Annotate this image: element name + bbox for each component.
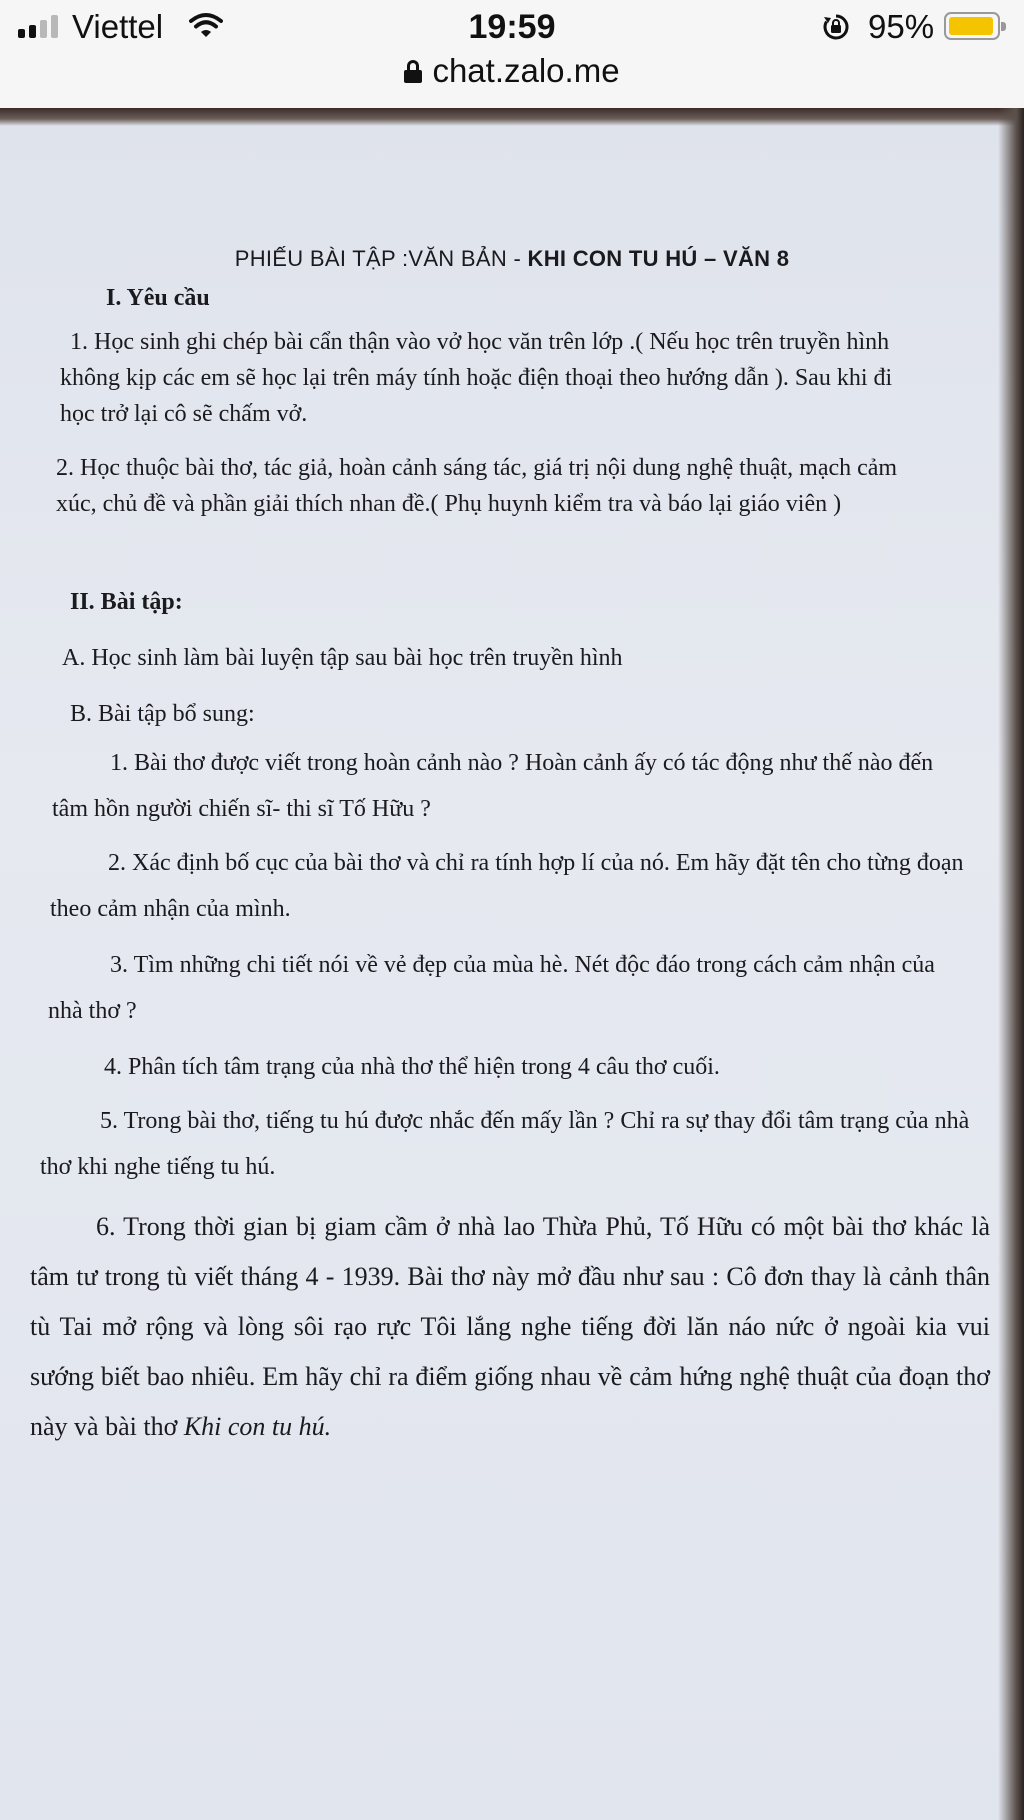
lock-icon	[404, 63, 422, 83]
part-b: B. Bài tập bổ sung:	[70, 701, 255, 727]
question-3: 3. Tìm những chi tiết nói về vẻ đẹp của mùa hè. Nét độc đáo trong cách cảm nhận của nhà thơ ?	[48, 952, 935, 1024]
url-text: chat.zalo.me	[432, 52, 620, 89]
question-2: 2. Xác định bố cục của bài thơ và chỉ ra tính hợp lí của nó. Em hãy đặt tên cho từng đoạn theo cảm nhận của mình.	[50, 850, 964, 922]
battery-percentage: 95%	[868, 8, 935, 45]
status-bar	[0, 0, 1024, 108]
question-1: 1. Bài thơ được viết trong hoàn cảnh nào ? Hoàn cảnh ấy có tác động như thế nào đến tâm hồn người chiến sĩ- thi sĩ Tố Hữu ?	[52, 750, 934, 822]
question-6	[30, 1202, 990, 1452]
clock-time: 19:59	[468, 8, 556, 46]
poem-title: Khi con tu hú.	[183, 1412, 332, 1441]
worksheet-title	[0, 246, 1024, 272]
battery-icon	[944, 12, 1000, 40]
worksheet-title-prefix: PHIẾU BÀI TẬP :VĂN BẢN -	[234, 246, 528, 271]
section-heading-exercises: II. Bài tập:	[70, 589, 183, 615]
worksheet-photo	[0, 108, 1024, 1820]
address-bar[interactable]	[0, 52, 1024, 90]
question-6-text: 6. Trong thời gian bị giam cầm ở nhà lao Thừa Phủ, Tố Hữu có một bài thơ khác là tâm tư trong tù viết tháng 4 - 1939. Bài thơ này mở đầu như sau : Cô đơn thay là cảnh thân tù Tai mở rộng và lòng sôi rạo rực Tôi lắng nghe tiếng đời lăn náo nức ở ngoài kia vui sướng biết bao nhiêu. Em hãy chỉ ra điểm giống nhau về cảm hứng nghệ thuật của đoạn thơ này và bài thơ	[30, 1212, 990, 1441]
part-a: A. Học sinh làm bài luyện tập sau bài học trên truyền hình	[62, 645, 623, 671]
question-4: 4. Phân tích tâm trạng của nhà thơ thể hiện trong 4 câu thơ cuối.	[104, 1054, 720, 1080]
section-heading-requirements: I. Yêu cầu	[106, 285, 210, 311]
requirement-2: 2. Học thuộc bài thơ, tác giả, hoàn cảnh sáng tác, giá trị nội dung nghệ thuật, mạch cảm xúc, chủ đề và phần giải thích nhan đề.( Phụ huynh kiểm tra và báo lại giáo viên )	[56, 455, 898, 517]
worksheet-title-bold: KHI CON TU HÚ – VĂN 8	[527, 246, 790, 271]
orientation-lock-icon	[822, 13, 850, 41]
question-5: 5. Trong bài thơ, tiếng tu hú được nhắc đến mấy lần ? Chỉ ra sự thay đổi tâm trạng của nhà thơ khi nghe tiếng tu hú.	[40, 1108, 970, 1180]
carrier-name: Viettel	[72, 8, 164, 45]
requirement-1: 1. Học sinh ghi chép bài cẩn thận vào vở học văn trên lớp .( Nếu học trên truyền hình không kịp các em sẽ học lại trên máy tính hoặc điện thoại theo hướng dẫn ). Sau khi đi học trở lại cô sẽ chấm vở.	[60, 329, 893, 427]
